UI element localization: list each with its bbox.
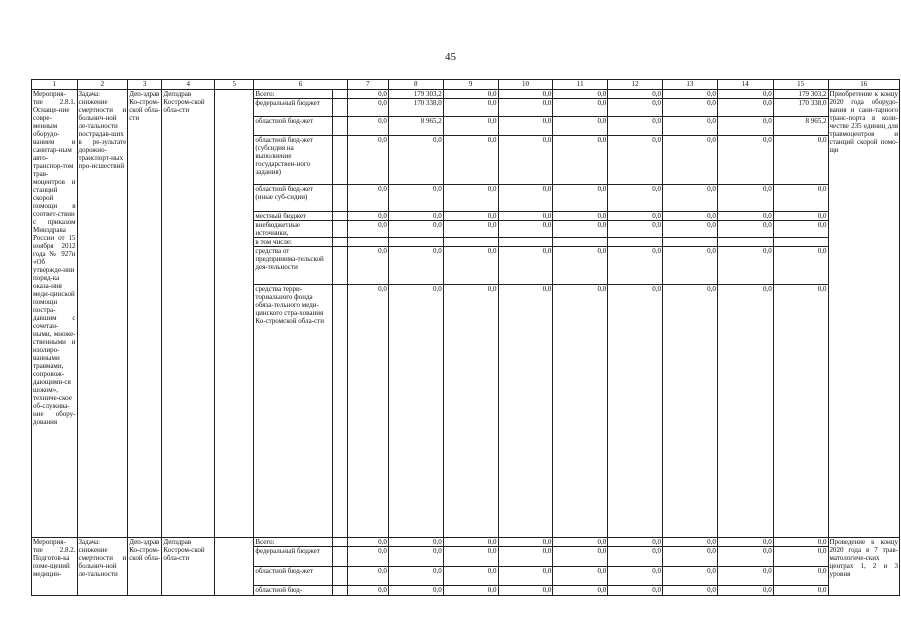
funding-source: федеральный бюджет <box>254 547 333 567</box>
spacer-cell <box>333 117 347 136</box>
value-cell: 0,0 <box>717 586 773 596</box>
column-header-12: 12 <box>608 80 663 90</box>
value-cell: 0,0 <box>388 547 443 567</box>
section2-c5-cell <box>215 538 254 596</box>
value-cell: 0,0 <box>717 221 773 238</box>
value-cell: 0,0 <box>717 99 773 117</box>
value-cell: 0,0 <box>553 285 608 538</box>
value-cell <box>388 238 443 247</box>
funding-source: в том числе: <box>254 238 333 247</box>
value-cell: 0,0 <box>663 538 718 547</box>
spacer-cell <box>333 547 347 567</box>
value-cell: 0,0 <box>663 136 718 185</box>
value-cell: 0,0 <box>773 185 828 212</box>
value-cell: 0,0 <box>663 212 718 221</box>
value-cell: 0,0 <box>388 538 443 547</box>
value-cell: 0,0 <box>553 586 608 596</box>
value-cell: 179 303,2 <box>388 90 443 99</box>
value-cell <box>773 238 828 247</box>
value-cell: 0,0 <box>443 586 498 596</box>
value-cell: 0,0 <box>608 567 663 586</box>
value-cell: 0,0 <box>553 117 608 136</box>
value-cell: 0,0 <box>773 136 828 185</box>
section1-c4-cell: Депздрав Костром-ской обла-сти <box>162 90 215 538</box>
spacer-cell <box>333 538 347 547</box>
value-cell: 0,0 <box>498 221 553 238</box>
value-cell: 0,0 <box>663 90 718 99</box>
value-cell: 0,0 <box>553 136 608 185</box>
funding-source: средства от предпринима-тельской дея-тельности <box>254 247 333 285</box>
value-cell: 0,0 <box>443 547 498 567</box>
value-cell: 0,0 <box>773 221 828 238</box>
column-header-10: 10 <box>498 80 553 90</box>
value-cell: 0,0 <box>347 185 388 212</box>
spacer-cell <box>333 99 347 117</box>
value-cell: 0,0 <box>608 136 663 185</box>
value-cell: 0,0 <box>608 90 663 99</box>
spacer-cell <box>333 185 347 212</box>
column-header-6: 6 <box>254 80 347 90</box>
value-cell: 0,0 <box>443 285 498 538</box>
value-cell <box>608 238 663 247</box>
value-cell: 8 965,2 <box>773 117 828 136</box>
funding-source: областной бюд-жет (субсидия на выполнение государствен-ного задания) <box>254 136 333 185</box>
value-cell: 0,0 <box>773 538 828 547</box>
value-cell: 0,0 <box>388 567 443 586</box>
value-cell: 170 338,0 <box>388 99 443 117</box>
value-cell: 0,0 <box>347 117 388 136</box>
spacer-cell <box>333 136 347 185</box>
value-cell: 0,0 <box>663 99 718 117</box>
value-cell: 0,0 <box>443 99 498 117</box>
value-cell: 0,0 <box>388 586 443 596</box>
value-cell: 0,0 <box>773 247 828 285</box>
value-cell: 0,0 <box>443 247 498 285</box>
column-header-3: 3 <box>128 80 162 90</box>
value-cell: 0,0 <box>443 136 498 185</box>
value-cell: 0,0 <box>498 247 553 285</box>
value-cell: 0,0 <box>717 538 773 547</box>
value-cell: 170 338,0 <box>773 99 828 117</box>
budget-table <box>31 79 900 596</box>
value-cell <box>553 238 608 247</box>
value-cell: 0,0 <box>717 547 773 567</box>
column-header-13: 13 <box>663 80 718 90</box>
value-cell: 0,0 <box>498 212 553 221</box>
section1-c16-cell: Приобретение к концу 2020 года оборудо-вания и сани-тарного транс-порта в коли-честве 235 единиц для травмоцентров и станций скорой помо-щи <box>828 90 899 538</box>
page-number: 45 <box>445 51 456 63</box>
value-cell: 0,0 <box>443 538 498 547</box>
value-cell: 0,0 <box>498 538 553 547</box>
spacer-cell <box>333 247 347 285</box>
column-header-11: 11 <box>553 80 608 90</box>
value-cell: 0,0 <box>347 547 388 567</box>
value-cell: 0,0 <box>443 567 498 586</box>
value-cell: 0,0 <box>498 547 553 567</box>
spacer-cell <box>333 221 347 238</box>
value-cell: 0,0 <box>773 567 828 586</box>
funding-source: областной бюд-жет (иные суб-сидии) <box>254 185 333 212</box>
spacer-cell <box>333 586 347 596</box>
section2-c3-cell: Деп-здрав Ко-стром-ской обла- <box>128 538 162 596</box>
value-cell: 0,0 <box>717 185 773 212</box>
column-header-16: 16 <box>828 80 899 90</box>
value-cell: 0,0 <box>347 586 388 596</box>
value-cell: 0,0 <box>773 586 828 596</box>
value-cell: 0,0 <box>347 221 388 238</box>
column-header-8: 8 <box>388 80 443 90</box>
value-cell: 0,0 <box>347 285 388 538</box>
value-cell: 0,0 <box>717 212 773 221</box>
value-cell: 0,0 <box>347 90 388 99</box>
funding-source: средства терри-ториального фонда обяза-тельного меди-цинского стра-хования Ко-стромской обла-сти <box>254 285 333 538</box>
section2-c4-cell: Депздрав Костром-ской обла-сти <box>162 538 215 596</box>
value-cell: 0,0 <box>553 221 608 238</box>
value-cell <box>347 238 388 247</box>
value-cell: 0,0 <box>443 221 498 238</box>
value-cell: 0,0 <box>608 538 663 547</box>
value-cell: 0,0 <box>608 99 663 117</box>
value-cell: 0,0 <box>347 247 388 285</box>
value-cell: 0,0 <box>498 90 553 99</box>
value-cell: 0,0 <box>347 212 388 221</box>
value-cell: 0,0 <box>553 538 608 547</box>
column-header-1: 1 <box>32 80 78 90</box>
value-cell: 0,0 <box>663 117 718 136</box>
value-cell: 0,0 <box>717 247 773 285</box>
funding-source: областной бюд-жет <box>254 117 333 136</box>
spacer-cell <box>333 238 347 247</box>
spacer-cell <box>333 567 347 586</box>
funding-source: областной бюд- <box>254 586 333 596</box>
section1-c5-cell <box>215 90 254 538</box>
column-header-14: 14 <box>717 80 773 90</box>
value-cell: 0,0 <box>347 99 388 117</box>
value-cell: 0,0 <box>553 247 608 285</box>
value-cell: 0,0 <box>663 247 718 285</box>
value-cell: 8 965,2 <box>388 117 443 136</box>
value-cell: 0,0 <box>388 247 443 285</box>
funding-source: областной бюд-жет <box>254 567 333 586</box>
value-cell: 0,0 <box>773 285 828 538</box>
value-cell: 0,0 <box>347 136 388 185</box>
funding-source: федеральный бюджет <box>254 99 333 117</box>
value-cell: 0,0 <box>553 185 608 212</box>
funding-source: местный бюджет <box>254 212 333 221</box>
value-cell: 0,0 <box>388 221 443 238</box>
funding-source: Всего: <box>254 90 333 99</box>
value-cell: 179 303,2 <box>773 90 828 99</box>
value-cell: 0,0 <box>443 185 498 212</box>
value-cell: 0,0 <box>498 136 553 185</box>
funding-source: Всего: <box>254 538 333 547</box>
column-header-15: 15 <box>773 80 828 90</box>
value-cell: 0,0 <box>608 547 663 567</box>
section1-c2-cell: Задача: снижение смертности и больнич-ной ле-тальности пострадав-ших в ре-зультате дорожно-транспорт-ных про-исшествий <box>77 90 128 538</box>
column-header-4: 4 <box>162 80 215 90</box>
value-cell: 0,0 <box>608 212 663 221</box>
value-cell: 0,0 <box>608 285 663 538</box>
value-cell: 0,0 <box>773 547 828 567</box>
value-cell: 0,0 <box>347 567 388 586</box>
value-cell: 0,0 <box>498 567 553 586</box>
funding-source: внебюджетные источники, <box>254 221 333 238</box>
value-cell: 0,0 <box>498 117 553 136</box>
value-cell: 0,0 <box>498 99 553 117</box>
column-header-5: 5 <box>215 80 254 90</box>
value-cell: 0,0 <box>498 185 553 212</box>
value-cell: 0,0 <box>717 285 773 538</box>
value-cell: 0,0 <box>717 136 773 185</box>
value-cell: 0,0 <box>663 586 718 596</box>
value-cell: 0,0 <box>717 90 773 99</box>
value-cell: 0,0 <box>608 117 663 136</box>
value-cell: 0,0 <box>443 117 498 136</box>
value-cell: 0,0 <box>608 247 663 285</box>
table-row <box>32 538 900 547</box>
value-cell: 0,0 <box>663 185 718 212</box>
value-cell <box>498 238 553 247</box>
value-cell: 0,0 <box>388 136 443 185</box>
value-cell: 0,0 <box>388 285 443 538</box>
value-cell: 0,0 <box>443 212 498 221</box>
section2-c1-cell: Мероприя-тие 2.8.2. Подготов-ка поме-щений медицин- <box>32 538 78 596</box>
section1-c1-cell: Мероприя-тие 2.8.1. Оснаще-ние совре-менным оборудо-ванием и санитар-ным авто-транспор-том трав-моцентров и станций скорой помощи в соответ-ствии с приказом Минздрава России от 15 ноября 2012 года № 927н «Об утвержде-нии поряд-ка оказа-ния меди-цинской помощи постра-давшим с сочетан-ными, множе-ственными и изолиро-ванными травмами, сопровож-дающими-ся шоком», техниче-ское об-служива-ние обору-дования <box>32 90 78 538</box>
value-cell: 0,0 <box>663 221 718 238</box>
value-cell: 0,0 <box>553 547 608 567</box>
column-header-9: 9 <box>443 80 498 90</box>
value-cell: 0,0 <box>553 99 608 117</box>
value-cell: 0,0 <box>553 90 608 99</box>
value-cell: 0,0 <box>608 185 663 212</box>
value-cell: 0,0 <box>498 285 553 538</box>
spacer-cell <box>333 212 347 221</box>
value-cell: 0,0 <box>608 221 663 238</box>
section2-c16-cell: Проведение к концу 2020 года в 7 трав-матологиче-ских центрах 1, 2 и 3 уровня <box>828 538 899 596</box>
value-cell: 0,0 <box>553 567 608 586</box>
value-cell: 0,0 <box>663 547 718 567</box>
value-cell: 0,0 <box>388 212 443 221</box>
value-cell <box>443 238 498 247</box>
value-cell: 0,0 <box>498 586 553 596</box>
value-cell <box>663 238 718 247</box>
value-cell: 0,0 <box>663 285 718 538</box>
value-cell: 0,0 <box>717 117 773 136</box>
value-cell: 0,0 <box>553 212 608 221</box>
column-header-7: 7 <box>347 80 388 90</box>
value-cell: 0,0 <box>347 538 388 547</box>
column-header-2: 2 <box>77 80 128 90</box>
value-cell: 0,0 <box>443 90 498 99</box>
value-cell: 0,0 <box>773 212 828 221</box>
value-cell: 0,0 <box>388 185 443 212</box>
spacer-cell <box>333 285 347 538</box>
header-row <box>32 80 900 90</box>
table-row <box>32 90 900 99</box>
value-cell: 0,0 <box>663 567 718 586</box>
value-cell <box>717 238 773 247</box>
section1-c3-cell: Деп-здрав Ко-стром-ской обла-сти <box>128 90 162 538</box>
section2-c2-cell: Задача: снижение смертности и больнич-ной ле-тальности <box>77 538 128 596</box>
spacer-cell <box>333 90 347 99</box>
value-cell: 0,0 <box>608 586 663 596</box>
value-cell: 0,0 <box>717 567 773 586</box>
